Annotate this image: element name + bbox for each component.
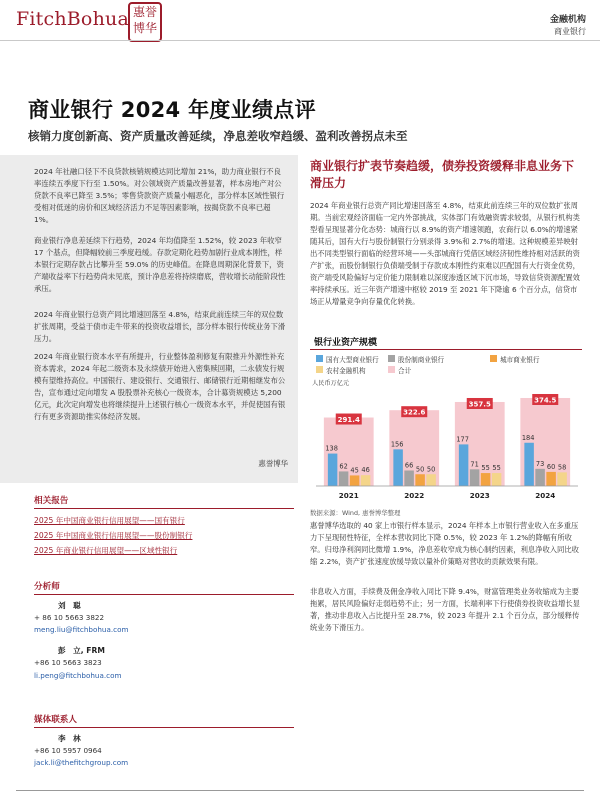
series-bar: [470, 469, 480, 486]
summary-paragraph: 2024 年商业银行资本水平有所提升，行业整体盈利修复有限推升外源性补充资本需求，2024 年起二级资本及永续债开始进入密集赎回期，二永债发行规模有望维持高位。中国银行、建设银行、交通银行、邮储银行近期相继发布公告，宣布通过定向增发 A 股股票补充核心一级资本，合计募资规模达 5,200 亿元，此次定向增发也将继续提升上述银行核心一级资本水平，并促使国有银行有更多资源助推实体经济发展。: [34, 352, 286, 421]
sector-label: 金融机构: [549, 15, 586, 25]
chart-source: 数据来源：Wind, 惠誉博华整理: [310, 509, 401, 517]
analyst-name: 刘 聪: [58, 601, 81, 610]
series-bar: [415, 474, 425, 486]
data-label: 55: [492, 464, 501, 473]
x-tick-label: 2024: [535, 491, 556, 500]
x-tick-label: 2023: [469, 491, 490, 500]
related-reports-heading: 相关报告: [34, 496, 69, 506]
page-title: 商业银行 2024 年度业绩点评: [28, 98, 316, 122]
series-bar: [524, 443, 534, 486]
total-value-label: 374.5: [534, 396, 557, 405]
analyst-email[interactable]: li.peng@fitchbohua.com: [34, 671, 122, 680]
data-label: 66: [404, 461, 414, 470]
section-divider: [34, 727, 294, 728]
brand-seal-logo: [128, 2, 162, 42]
analyst-phone: + 86 10 5663 3822: [34, 613, 105, 622]
data-label: 46: [361, 466, 370, 475]
data-label: 45: [350, 466, 359, 475]
series-bar: [404, 470, 414, 486]
legend-label: 农村金融机构: [326, 367, 366, 375]
legend-label: 城市商业银行: [500, 356, 540, 364]
data-label: 177: [456, 435, 469, 444]
data-label: 50: [415, 465, 425, 474]
body-paragraph: 非息收入方面，手续费及佣金净收入同比下降 9.4%，财富管理类业务收缩成为主要拖累，居民风险偏好走弱趋势不止；另一方面，长端利率下行使债券投资收益增长显著，推动非息收入占比提升至 28.7%，较 2023 年提升 2.1 个百分点，部分缓释传统业务下滑压力。: [310, 587, 580, 632]
header-divider: [0, 40, 600, 41]
media-contact-heading: 媒体联系人: [34, 715, 77, 725]
series-bar: [350, 475, 360, 486]
series-bar: [361, 475, 371, 486]
series-bar: [339, 471, 349, 486]
series-bar: [393, 449, 403, 486]
series-bar: [492, 473, 502, 486]
asset-scale-bar-chart: [310, 352, 582, 506]
total-value-label: 291.4: [337, 416, 360, 425]
analyst-email[interactable]: meng.liu@fitchbohua.com: [34, 625, 129, 634]
body-paragraph: 2024 年商业银行总资产同比增速回落至 4.8%，结束此前连续三年的双位数扩张周期。当前宏观经济面临一定内外部挑战，实体部门有效融资需求较弱，从银行机构类型看呈现显著分化态势：城商行以 8.9%的资产增速领跑，农商行以 6.0%的增速紧随其后，国有大行与股份制银行分别录得 3.9%和 2.7%的增速。这种规模差异映射出不同类型银行面临的经营环境——头部城商行凭借区域经济韧性维持相对活跃的资产扩张，而股份制银行负债端受制于存款成本刚性约束难以匹配国有大行资金优势，资产端受风险偏好与定价能力限制难以深度渗透区域下沉市场，导致信贷资源配置效率持续承压。近三年资产增速中枢较 2019 至 2021 年下降逾 6 个百分点，信贷市场正从增量竞争向存量优化转换。: [310, 201, 580, 306]
legend-label: 合计: [398, 367, 412, 375]
legend-swatch: [316, 366, 323, 373]
total-value-label: 357.5: [468, 400, 491, 409]
data-label: 71: [470, 460, 479, 469]
analyst-name: 彭 立, FRM: [58, 646, 105, 655]
seal-char: 惠: [132, 5, 145, 19]
body-paragraph: 惠誉博华选取的 40 家上市银行样本显示，2024 年样本上市银行营业收入在多重压力下呈现韧性特征，全样本营收同比下降 0.5%，较 2023 年 1.2%的降幅有所收窄。归母净利润同比微增 1.9%，净息差收窄成为核心制约因素，利息净收入同比收缩 2.2%，资产扩张速度放缓导致以量补价策略对营收的贡献效果有限。: [310, 521, 579, 566]
data-label: 138: [325, 444, 338, 453]
section-heading: 商业银行扩表节奏趋缓，债券投资缓释非息业务下滑压力: [310, 159, 575, 190]
series-bar: [426, 474, 436, 486]
data-label: 73: [535, 459, 545, 468]
x-tick-label: 2022: [404, 491, 425, 500]
related-report-link[interactable]: 2025 年中国商业银行信用展望——国有银行: [34, 516, 185, 525]
summary-paragraph: 商业银行净息差延续下行趋势，2024 年均值降至 1.52%，较 2023 年收窄 17 个基点，但降幅较前三季度趋缓。存款定期化趋势加剧行业成本刚性，样本银行定期存款占比攀升至 59.0% 的历史峰值。在降息周期深化背景下，资产端收益率下行趋势尚未见底，预计净息差将持续磨底，营收增长动能阶段性承压。: [34, 236, 286, 293]
summary-signature: 惠誉博华: [258, 459, 288, 468]
series-bar: [535, 469, 545, 486]
y-axis-unit-label: 人民币万亿元: [312, 380, 350, 387]
section-divider: [34, 594, 294, 595]
legend-swatch: [490, 355, 497, 362]
legend-swatch: [388, 366, 395, 373]
data-label: 55: [481, 464, 490, 473]
footer-divider: [16, 790, 584, 791]
media-contact-name: 李 林: [58, 734, 81, 743]
data-label: 62: [339, 462, 348, 471]
seal-char: 华: [145, 21, 158, 35]
summary-paragraph: 2024 年社融口径下不良贷款核销规模达同比增加 21%，助力商业银行不良率连续五季度下行至 1.50%。对公领域资产质量改善显著，样本房地产对公贷款不良率已降至 3.5%；零售贷款资产质量小幅恶化，部分样本区域性银行受相对低迷的房价和区域经济活力不足等因素影响，按揭贷款不良率已超 1%。: [34, 167, 285, 224]
total-value-label: 322.6: [403, 408, 426, 417]
chart-title-divider: [310, 349, 582, 350]
page-subtitle: 核销力度创新高、资产质量改善延续，净息差收窄趋缓、盈利改善拐点未至: [28, 129, 408, 143]
legend-swatch: [388, 355, 395, 362]
section-divider: [34, 508, 294, 509]
data-label: 156: [390, 440, 404, 449]
legend-label: 股份制商业银行: [398, 356, 445, 364]
brand-logo: FitchBohua: [16, 8, 129, 30]
legend-swatch: [316, 355, 323, 362]
series-bar: [546, 472, 556, 486]
legend-label: 国有大型商业银行: [326, 356, 379, 364]
subsector-label: 商业银行: [554, 27, 586, 36]
series-bar: [481, 473, 491, 486]
summary-paragraph: 2024 年商业银行总资产同比增速回落至 4.8%，结束此前连续三年的双位数扩张周期，受益于债市走牛带来的投资收益增长，部分样本银行传统业务下滑压力。: [34, 310, 286, 343]
series-bar: [328, 454, 338, 486]
related-report-link[interactable]: 2025 年商业银行信用展望——区域性银行: [34, 546, 178, 555]
data-label: 60: [546, 462, 556, 471]
media-contact-email[interactable]: jack.li@thefitchgroup.com: [34, 758, 129, 767]
media-contact-phone: +86 10 5957 0964: [34, 746, 102, 755]
seal-char: 誉: [145, 5, 158, 19]
related-report-link[interactable]: 2025 年中国商业银行信用展望——股份制银行: [34, 531, 193, 540]
analysts-heading: 分析师: [34, 582, 60, 592]
series-bar: [557, 472, 567, 486]
chart-title: 银行业资产规模: [314, 338, 378, 348]
analyst-phone: +86 10 5663 3823: [34, 658, 102, 667]
data-label: 50: [426, 465, 436, 474]
x-tick-label: 2021: [338, 491, 359, 500]
data-label: 58: [557, 463, 567, 472]
data-label: 184: [521, 433, 535, 442]
seal-char: 博: [132, 21, 145, 35]
series-bar: [459, 444, 469, 486]
